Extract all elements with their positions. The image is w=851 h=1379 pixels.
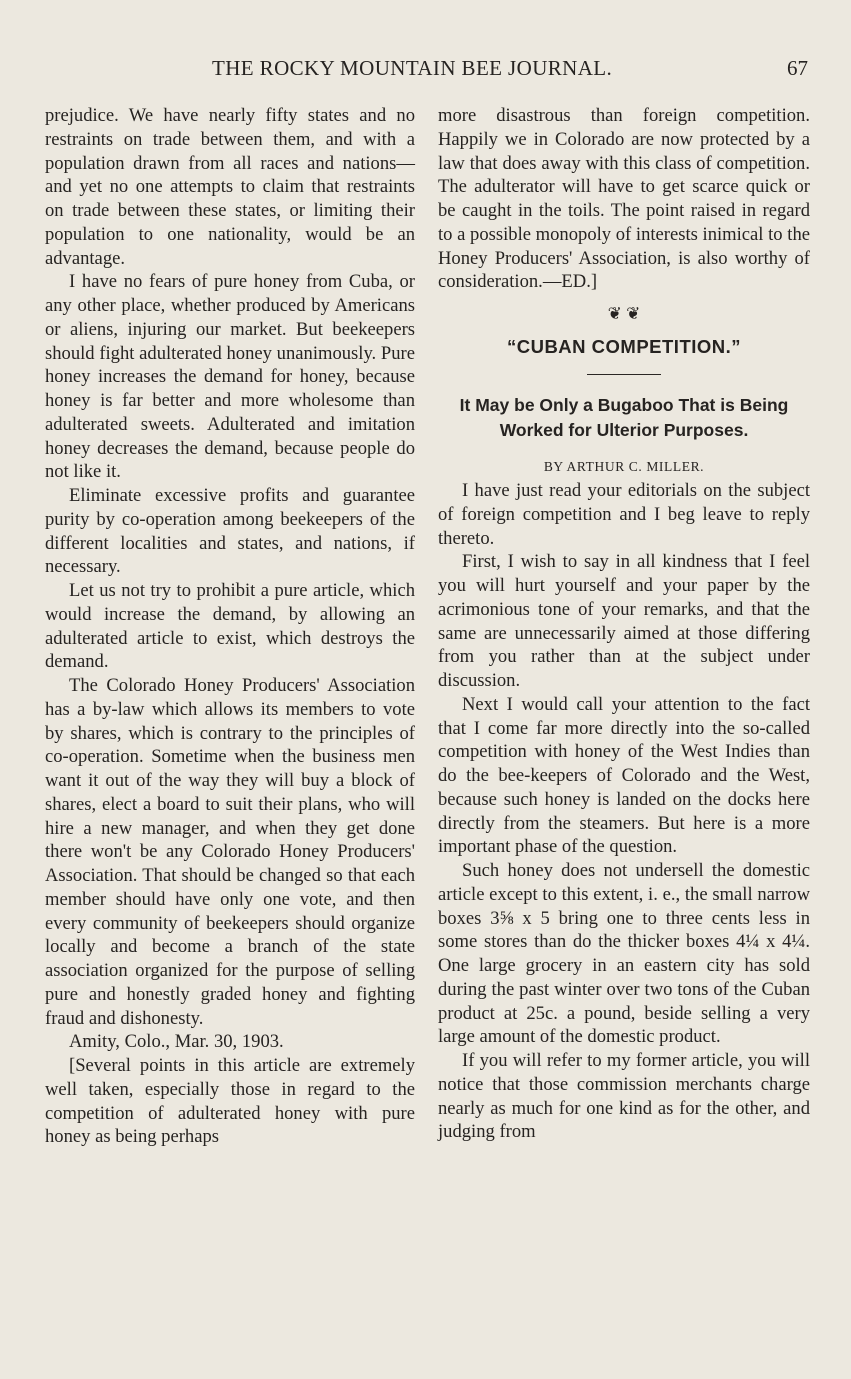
right-column (438, 104, 810, 1144)
page-header (44, 56, 814, 86)
page-number: 67 (787, 56, 808, 80)
fleuron-ornament: ❦ ❦ (607, 304, 641, 323)
paragraph: I have no fears of pure honey from Cuba, or any other place, whether produced by Americans or aliens, injuring our market. But beekeepers should fight adulterated honey unanimously. Pure honey increases the demand for honey, because honey is far better and more wholesome than adulterated sweets. Adulterated and imitation honey decreases the demand, because people do not like it. (45, 271, 415, 483)
paragraph: Such honey does not undersell the domestic article except to this extent, i. e., the small narrow boxes 3⅝ x 5 bring one to three cents less in some stores than do the thicker boxes 4¼ x 4¼. One large grocery in an eastern city has sold during the past winter over two tons of the Cuban product at 25c. a pound, beside selling a very large amount of the domestic product. (438, 860, 810, 1048)
article-byline: BY ARTHUR C. MILLER. (543, 459, 705, 474)
dateline: Amity, Colo., Mar. 30, 1903. (69, 1031, 284, 1053)
editor-note: [Several points in this article are extremely well taken, especially those in regard to the competition of adulterated honey with pure honey as being perhaps (45, 1055, 415, 1148)
paragraph: Let us not try to prohibit a pure article, which would increase the demand, by allowing an adulterated article to exist, which destroys the demand. (45, 580, 415, 673)
running-title: THE ROCKY MOUNTAIN BEE JOURNAL. (212, 56, 613, 80)
editor-note-continued: more disastrous than foreign competition. Happily we in Colorado are now protected by a law that does away with this class of competition. The adulterator will have to get scarce quick or be caught in the toils. The point raised in regard to a possible monopoly of interests inimical to the Honey Producers' Association, is also worthy of consideration.—ED.] (438, 105, 810, 293)
paragraph: I have just read your editorials on the subject of foreign competition and I beg leave to reply thereto. (438, 480, 810, 549)
article-subtitle: It May be Only a Bugaboo That is Being Worked for Ulterior Purposes. (459, 395, 789, 440)
article-title: “CUBAN COMPETITION.” (506, 336, 742, 357)
title-rule (587, 374, 661, 375)
paragraph: Eliminate excessive profits and guarantee purity by co-operation among beekeepers of the different localities and states, and nations, if necessary. (45, 485, 415, 578)
paragraph: If you will refer to my former article, you will notice that those commission merchants charge nearly as much for one kind as for the other, and judging from (438, 1050, 810, 1143)
left-column (45, 104, 415, 1149)
paragraph: Next I would call your attention to the fact that I come far more directly into the so-called competition with honey of the West Indies than do the bee-keepers of Colorado and the West, because such honey is landed on the docks here directly from the steamers. But here is a more important phase of the question. (438, 693, 810, 858)
paragraph: First, I wish to say in all kindness that I feel you will hurt yourself and your paper by the acrimonious tone of your remarks, and that the same are unnecessarily aimed at those differing from you rather than at the subject under discussion. (438, 551, 810, 691)
paragraph: The Colorado Honey Producers' Association has a by-law which allows its members to vote by shares, which is contrary to the principles of co-operation. Sometime when the business men want it out of the way they will buy a block of shares, elect a board to suit their plans, who will hire a new manager, and when they get done there won't be any Colorado Honey Producers' Association. That should be changed so that each member should have only one vote, and then every community of beekeepers should organize locally and become a branch of the state association organized for the purpose of selling pure and honestly graded honey and fighting fraud and dishonesty. (45, 675, 415, 1029)
paragraph: prejudice. We have nearly fifty states and no restraints on trade between them, and with a population drawn from all races and nations—and yet no one attempts to claim that restraints on trade between these states, or limiting their population to one nationality, would be an advantage. (45, 105, 415, 269)
